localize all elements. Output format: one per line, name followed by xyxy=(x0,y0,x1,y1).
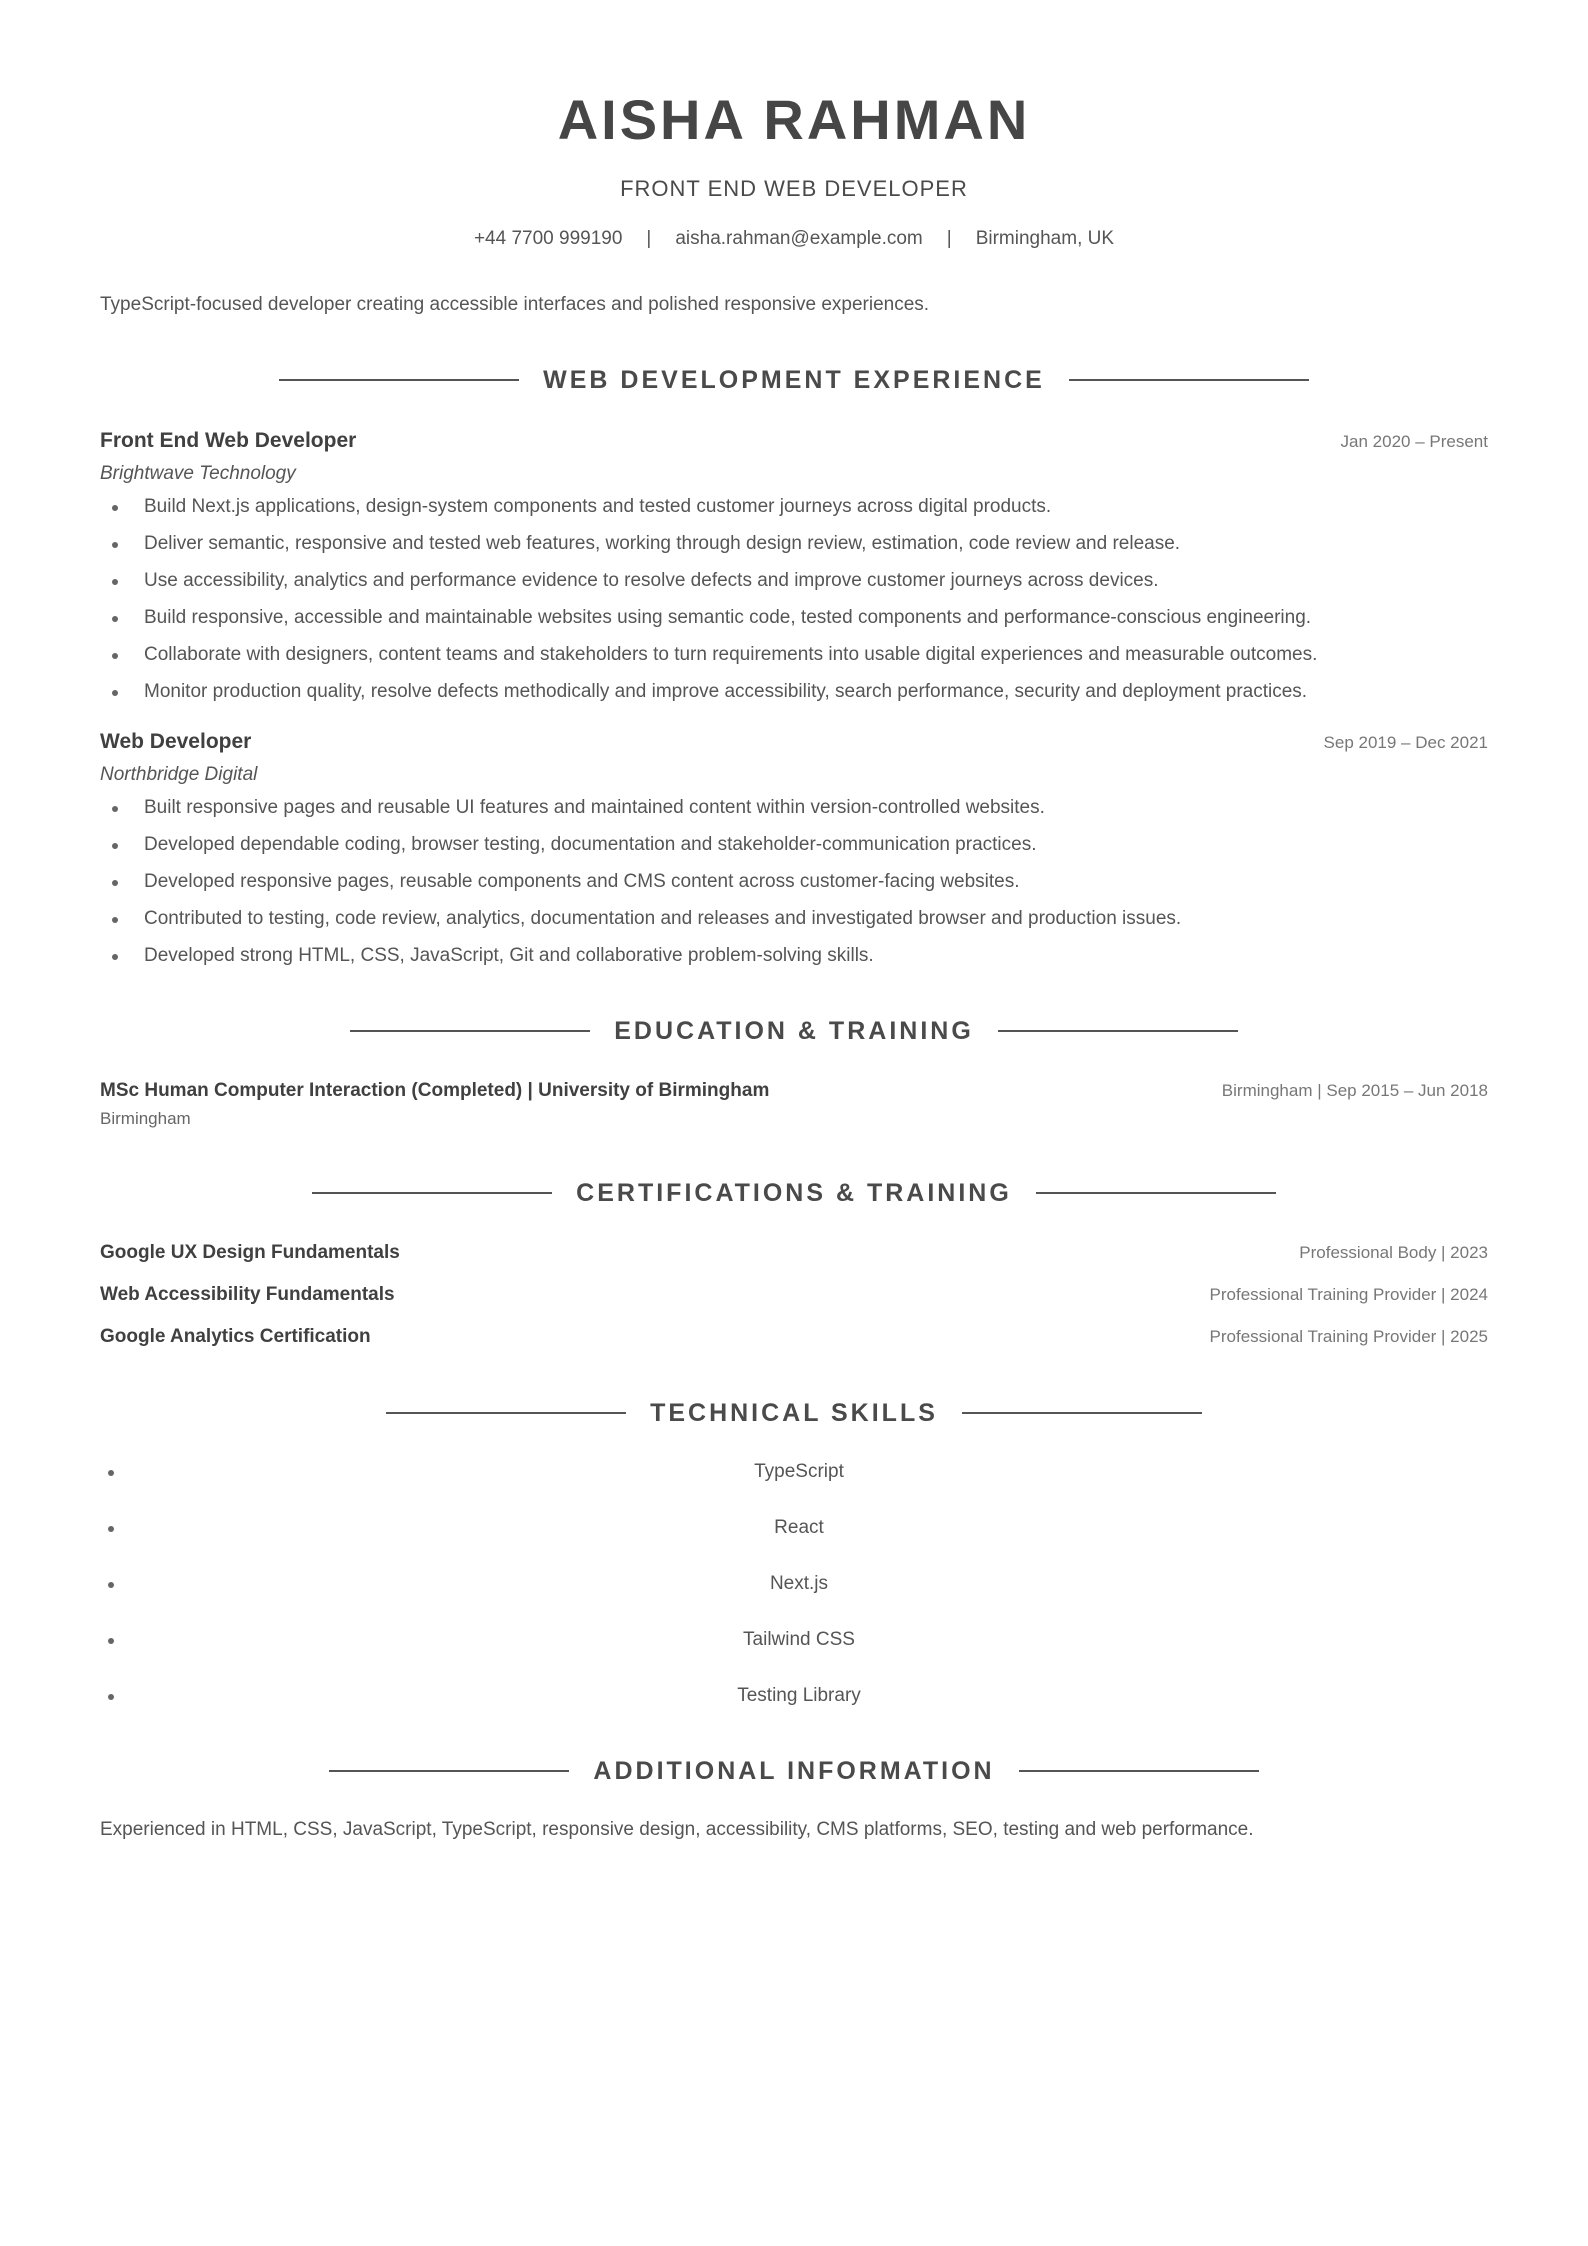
certification-entry xyxy=(100,1239,1488,1267)
heading-rule-right xyxy=(1069,379,1309,381)
job-dates: Jan 2020 – Present xyxy=(1340,432,1488,451)
job-bullet: Developed strong HTML, CSS, JavaScript, Git and collaborative problem-solving skills. xyxy=(144,943,1488,969)
job-role: Web Developer xyxy=(100,730,252,753)
contact-separator: | xyxy=(646,228,652,249)
job-bullets xyxy=(100,494,1488,705)
education-title: MSc Human Computer Interaction (Completed) | University of Birmingham xyxy=(100,1080,770,1101)
certification-meta: Professional Body | 2023 xyxy=(1299,1243,1488,1262)
certification-entry xyxy=(100,1281,1488,1309)
job-bullet: Monitor production quality, resolve defects methodically and improve accessibility, search performance, security and deployment practices. xyxy=(144,679,1488,705)
job-bullet: Build Next.js applications, design-system components and tested customer journeys across digital products. xyxy=(144,494,1488,520)
heading-rule-right xyxy=(998,1030,1238,1032)
skill-item: Tailwind CSS xyxy=(100,1627,1488,1653)
job-bullet: Use accessibility, analytics and performance evidence to resolve defects and improve customer journeys across devices. xyxy=(144,568,1488,594)
education-entry xyxy=(100,1077,1488,1131)
job-bullet: Developed responsive pages, reusable components and CMS content across customer-facing websites. xyxy=(144,869,1488,895)
job-company: Northbridge Digital xyxy=(100,764,258,785)
additional-heading xyxy=(100,1755,1488,1787)
job-dates: Sep 2019 – Dec 2021 xyxy=(1323,733,1488,752)
certification-meta: Professional Training Provider | 2025 xyxy=(1209,1327,1488,1346)
experience-heading xyxy=(100,364,1488,396)
certifications-heading-text: CERTIFICATIONS & TRAINING xyxy=(576,1179,1012,1207)
contact-phone: +44 7700 999190 xyxy=(473,228,623,249)
heading-rule-right xyxy=(962,1412,1202,1414)
heading-rule-right xyxy=(1019,1770,1259,1772)
candidate-name: AISHA RAHMAN xyxy=(557,88,1031,151)
education-heading-text: EDUCATION & TRAINING xyxy=(614,1017,974,1045)
skill-item: React xyxy=(100,1515,1488,1541)
education-heading xyxy=(100,1015,1488,1047)
job-role: Front End Web Developer xyxy=(100,429,357,452)
heading-rule-left xyxy=(279,379,519,381)
certification-entry xyxy=(100,1323,1488,1351)
education-location: Birmingham xyxy=(100,1109,191,1128)
certification-name: Web Accessibility Fundamentals xyxy=(100,1284,395,1305)
candidate-title: FRONT END WEB DEVELOPER xyxy=(620,176,968,201)
heading-rule-left xyxy=(350,1030,590,1032)
job-entry xyxy=(100,727,1488,969)
additional-heading-text: ADDITIONAL INFORMATION xyxy=(593,1757,995,1785)
certification-meta: Professional Training Provider | 2024 xyxy=(1209,1285,1488,1304)
experience-heading-text: WEB DEVELOPMENT EXPERIENCE xyxy=(543,366,1045,394)
job-bullet: Build responsive, accessible and maintainable websites using semantic code, tested components and performance-conscious engineering. xyxy=(144,605,1488,631)
skills-list xyxy=(100,1459,1488,1709)
job-bullet: Developed dependable coding, browser testing, documentation and stakeholder-communication practices. xyxy=(144,832,1488,858)
contact-line xyxy=(100,226,1488,252)
job-bullet: Contributed to testing, code review, analytics, documentation and releases and investigated browser and production issues. xyxy=(144,906,1488,932)
education-meta: Birmingham | Sep 2015 – Jun 2018 xyxy=(1221,1081,1488,1100)
job-bullet: Deliver semantic, responsive and tested web features, working through design review, estimation, code review and release. xyxy=(144,531,1488,557)
job-bullets xyxy=(100,795,1488,969)
certifications-heading xyxy=(100,1177,1488,1209)
contact-location: Birmingham, UK xyxy=(975,228,1115,249)
heading-rule-right xyxy=(1036,1192,1276,1194)
skill-item: Next.js xyxy=(100,1571,1488,1597)
heading-rule-left xyxy=(386,1412,626,1414)
contact-separator: | xyxy=(946,228,952,249)
skills-heading-text: TECHNICAL SKILLS xyxy=(650,1399,938,1427)
heading-rule-left xyxy=(329,1770,569,1772)
job-company: Brightwave Technology xyxy=(100,463,296,484)
certification-name: Google Analytics Certification xyxy=(100,1326,371,1347)
job-bullet: Built responsive pages and reusable UI features and maintained content within version-controlled websites. xyxy=(144,795,1488,821)
contact-email: aisha.rahman@example.com xyxy=(675,228,923,249)
summary: TypeScript-focused developer creating accessible interfaces and polished responsive experiences. xyxy=(100,294,930,315)
job-bullet: Collaborate with designers, content teams and stakeholders to turn requirements into usable digital experiences and measurable outcomes. xyxy=(144,642,1488,668)
heading-rule-left xyxy=(312,1192,552,1194)
skills-heading xyxy=(100,1397,1488,1429)
skill-item: TypeScript xyxy=(100,1459,1488,1485)
additional-text: Experienced in HTML, CSS, JavaScript, TypeScript, responsive design, accessibility, CMS platforms, SEO, testing and web performance. xyxy=(100,1819,1254,1840)
certification-name: Google UX Design Fundamentals xyxy=(100,1242,400,1263)
skill-item: Testing Library xyxy=(100,1683,1488,1709)
job-entry xyxy=(100,426,1488,705)
